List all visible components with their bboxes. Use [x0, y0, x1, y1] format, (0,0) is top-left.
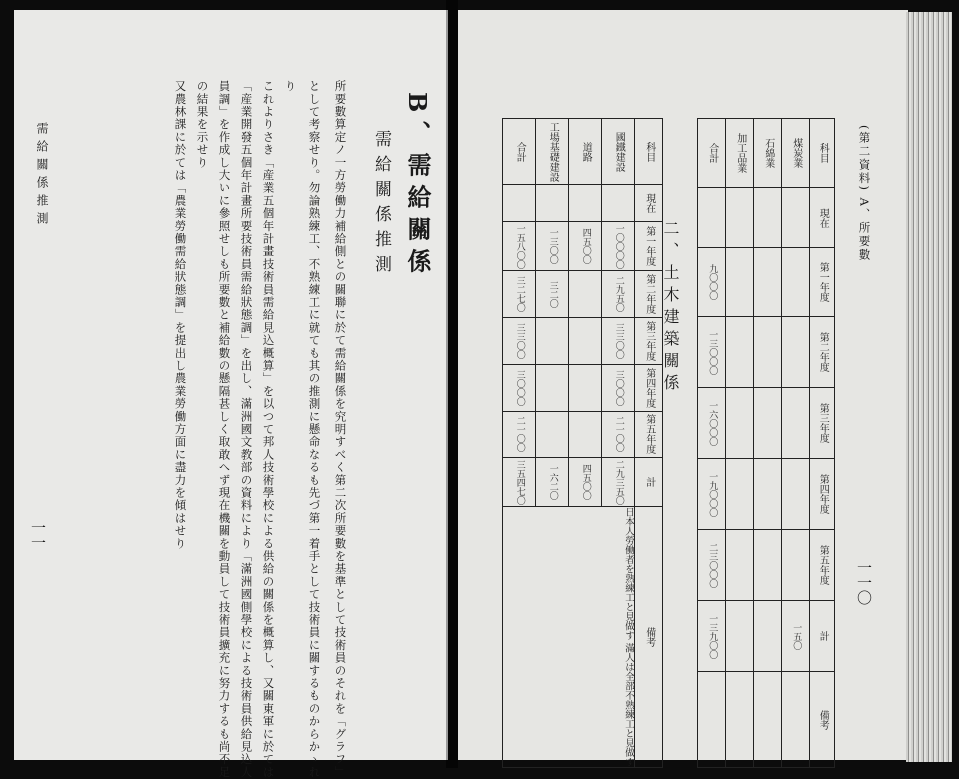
table-cell	[536, 185, 569, 222]
table-cell: 三五四七〇	[503, 458, 536, 507]
table-cell: 一三〇〇	[536, 222, 569, 271]
col-header: 第二年度	[810, 317, 835, 388]
running-head: 需給關係推測	[35, 122, 49, 230]
table-cell	[726, 672, 754, 768]
table-cell: 九〇〇〇	[698, 248, 726, 317]
table-cell	[754, 187, 782, 248]
table-cell	[782, 317, 810, 388]
section-heading: B、需給關係	[403, 92, 432, 281]
col-header: 第四年度	[810, 459, 835, 530]
col-header: 第二年度	[635, 271, 663, 318]
col-header: 第三年度	[810, 388, 835, 459]
col-header: 計	[635, 458, 663, 507]
table-cell	[569, 271, 602, 318]
col-header: 第三年度	[635, 318, 663, 365]
table-cell	[569, 318, 602, 365]
table-cell	[754, 530, 782, 601]
col-header: 科目	[810, 119, 835, 188]
table-cell: 二九五〇	[602, 271, 635, 318]
paragraph-line: 「産業開發五個年計畫所要技術員需給狀態調」を出し、滿洲國文教部の資料により「滿洲國側學校による技術員供給見込人	[239, 80, 254, 779]
table-cell	[726, 187, 754, 248]
table-cell	[569, 364, 602, 411]
remarks-cell: 日本人勞働者を熟練工と見做す 滿人は全部不熟練工と見做す	[503, 507, 635, 768]
table-cell	[754, 672, 782, 768]
table-cell: 一三〇〇〇	[698, 317, 726, 388]
table-cell	[782, 672, 810, 768]
table-row	[754, 119, 782, 768]
table-cell	[726, 248, 754, 317]
paragraph-line: 所要數算定ノ一方勞働力補給側との關聯に於て需給關係を究明すべく第二次所要數を基準として技術員のそれを「グラフ」	[333, 80, 348, 779]
table-cell: 三三〇〇	[602, 318, 635, 365]
page-number-left: 一一	[29, 520, 47, 550]
col-header: 現在	[810, 187, 835, 248]
row-label: 道路	[569, 119, 602, 185]
table-cell: 二一〇〇	[503, 411, 536, 458]
table-cell	[503, 185, 536, 222]
table-cell: 四五〇〇	[569, 222, 602, 271]
row-label: 合計	[503, 119, 536, 185]
table-cell: 三三〇〇	[503, 318, 536, 365]
table-row	[698, 119, 726, 768]
table-cell	[782, 248, 810, 317]
table-cell	[726, 530, 754, 601]
table-row	[602, 119, 635, 768]
table-row	[726, 119, 754, 768]
row-label: 煤炭業	[782, 119, 810, 188]
table1-title: (第二資料) A、所要數	[857, 125, 872, 262]
paragraph-line: として考察せり。勿論熟練工、不熟練工に就ても其の推測に懸命なるも先づ第一着手として技術員に關するものからかゝれ	[307, 80, 322, 779]
table-cell	[602, 185, 635, 222]
table-cell: 二三〇〇〇	[698, 530, 726, 601]
table-cell: 一〇〇〇〇	[602, 222, 635, 271]
table-cell	[754, 601, 782, 672]
table-cell	[726, 459, 754, 530]
row-label: 合計	[698, 119, 726, 188]
table-cell: 二一〇〇	[602, 411, 635, 458]
table-cell	[536, 318, 569, 365]
paragraph-line: の結果を示せり	[195, 80, 210, 169]
col-header: 備考	[810, 672, 835, 768]
table-cell	[782, 459, 810, 530]
page-edges	[906, 12, 952, 762]
col-header: 第一年度	[810, 248, 835, 317]
table-cell	[569, 185, 602, 222]
table-cell	[754, 388, 782, 459]
table-cell	[782, 530, 810, 601]
table-cell: 一五〇	[782, 601, 810, 672]
table-cell: 四五〇〇	[569, 458, 602, 507]
paragraph-line: り	[283, 80, 298, 93]
table-cell	[782, 187, 810, 248]
paragraph-line: 又農林課に於ては「農業勞働需給狀態調」を提出し農業勞働方面に盡力を傾はせり	[173, 80, 188, 550]
row-label: 國鐵建設	[602, 119, 635, 185]
table-cell: 三〇〇〇	[602, 364, 635, 411]
table-cell: 二九三五〇	[602, 458, 635, 507]
table-cell	[698, 187, 726, 248]
table-cell: 一五八〇〇	[503, 222, 536, 271]
table-cell	[536, 364, 569, 411]
table-cell	[782, 388, 810, 459]
table-cell: 一六〇〇〇	[698, 388, 726, 459]
col-header: 現在	[635, 185, 663, 222]
col-header: 科目	[635, 119, 663, 185]
table-row	[782, 119, 810, 768]
table-cell: 三二七〇	[503, 271, 536, 318]
table-cell	[726, 601, 754, 672]
table-cell: 三〇〇〇	[503, 364, 536, 411]
table-cell: 三二〇	[536, 271, 569, 318]
col-header: 計	[810, 601, 835, 672]
row-label: 工場基礎建設	[536, 119, 569, 185]
paragraph-line: 員調」を作成し大いに參照せしも所要數と補給數の懸隔甚しく取敢へず現在機關を動員して技術員擴充に努力するも尚不足	[217, 80, 232, 779]
table-cell: 一九〇〇〇	[698, 459, 726, 530]
col-header: 第五年度	[810, 530, 835, 601]
row-label: 加工品業	[726, 119, 754, 188]
col-header: 第一年度	[635, 222, 663, 271]
civil-engineering-table	[502, 118, 663, 768]
table-cell	[569, 411, 602, 458]
col-header: 備考	[635, 507, 663, 768]
table-cell	[698, 672, 726, 768]
table-cell	[754, 248, 782, 317]
col-header: 第四年度	[635, 364, 663, 411]
table-cell	[726, 317, 754, 388]
table-cell: 一三九〇〇	[698, 601, 726, 672]
section-subheading: 需給關係推測	[371, 130, 391, 280]
table-cell	[754, 317, 782, 388]
page-number-right: 一一〇	[855, 560, 873, 605]
table2-title: 二、土木建築關係	[661, 220, 680, 396]
row-label: 石綿業	[754, 119, 782, 188]
table-cell	[754, 459, 782, 530]
col-header: 第五年度	[635, 411, 663, 458]
requirements-table	[697, 118, 835, 768]
table-cell	[536, 411, 569, 458]
paragraph-line: これよりさき「産業五個年計畫技術員需給見込概算」を以つて邦人技術學校による供給の關係を概算し、又關東軍に於ては	[261, 80, 276, 779]
table-cell: 一六二〇	[536, 458, 569, 507]
table-cell	[726, 388, 754, 459]
